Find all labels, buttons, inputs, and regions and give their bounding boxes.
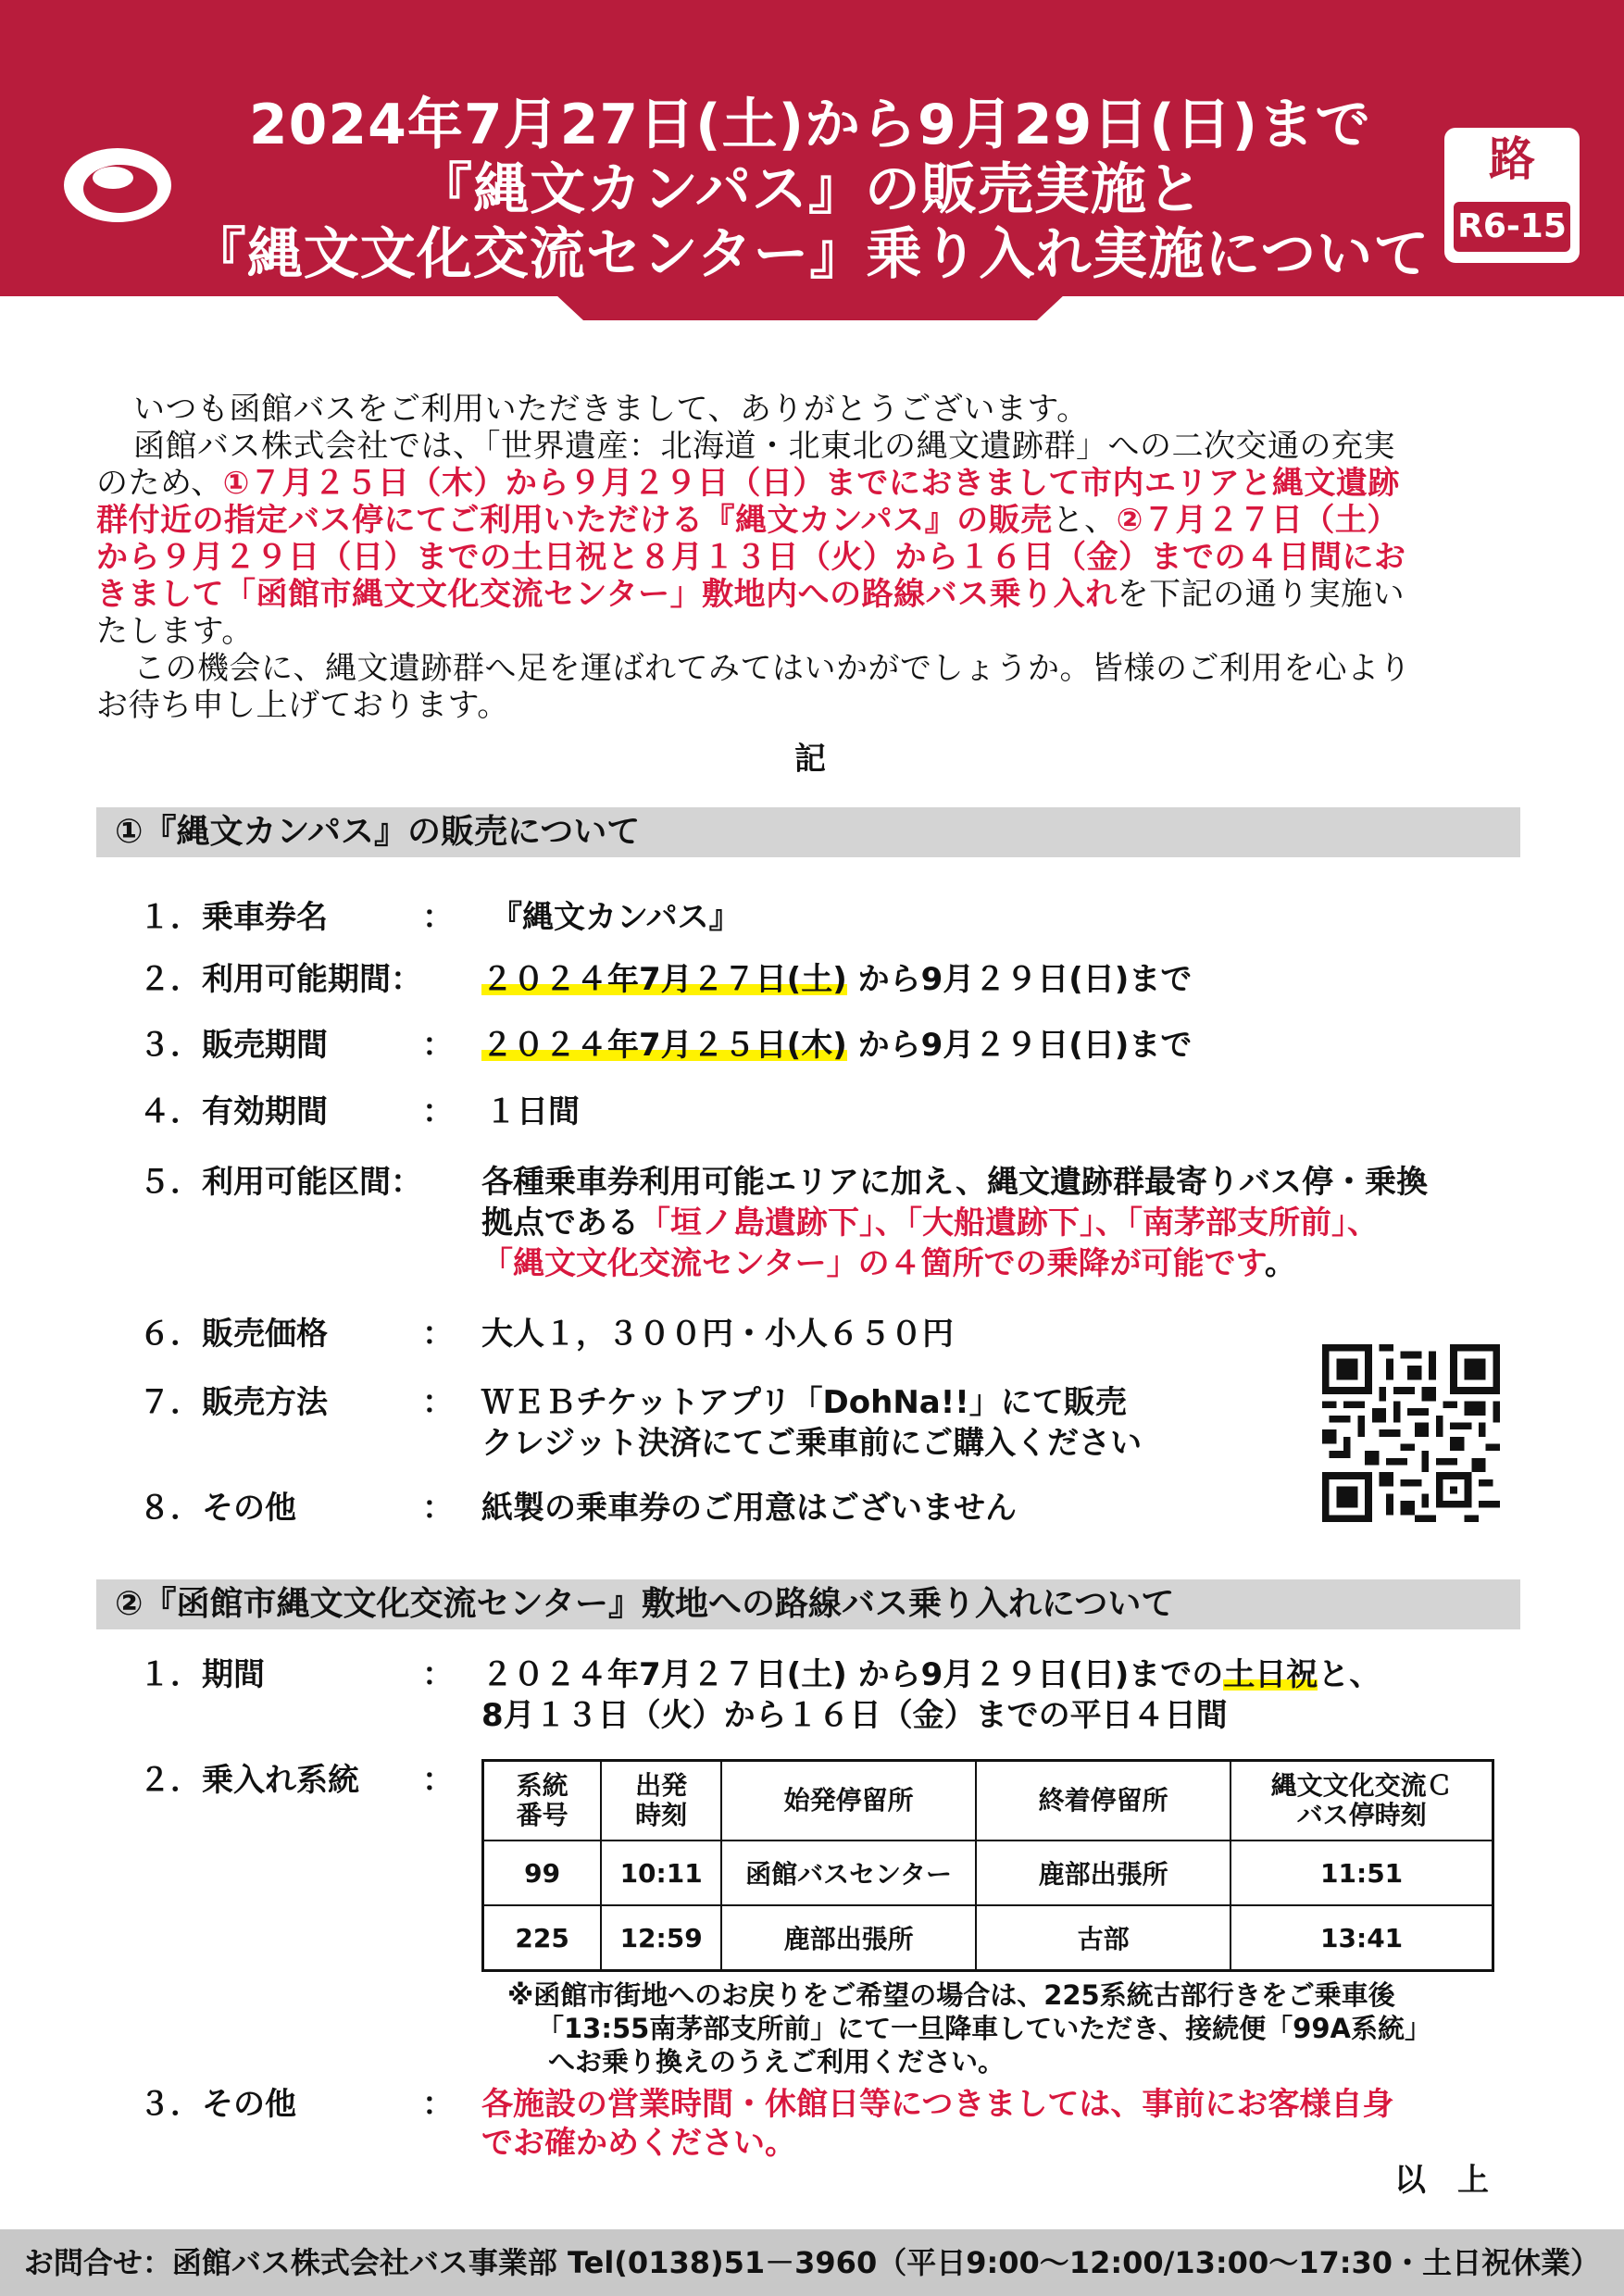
intro-line-8: この機会に、縄文遺跡群へ足を運ばれてみてはいかがでしょうか。皆様のご利用を心より <box>133 650 1411 687</box>
table-row <box>483 1905 1493 1971</box>
destination-stop: 鹿部出張所 <box>976 1841 1230 1905</box>
s1-item5-label: ５．利用可能区間： <box>139 1164 422 1201</box>
intro-line-4: 群付近の指定バス停にてご利用いただける『縄文カンパス』の販売と、②７月２７日（土） <box>96 502 1399 539</box>
route-number: 225 <box>483 1905 602 1971</box>
banner-notch <box>0 294 1624 322</box>
s1-item2-value: ２０２４年7月２７日(土) から9月２９日(日)まで <box>481 961 1193 998</box>
routes-table <box>481 1759 1494 1972</box>
intro-line-5: から９月２９日（日）までの土日祝と８月１３日（火）から１６日（金）までの４日間にお <box>96 539 1406 576</box>
s1-item6-label: ６．販売価格 <box>139 1316 328 1353</box>
s1-item3-colon: ： <box>422 1027 454 1064</box>
table-header-row <box>483 1761 1493 1841</box>
intro-line-7: たします。 <box>96 613 254 650</box>
s1-item2-label: ２．利用可能期間： <box>139 961 422 998</box>
col-header-route-number: 系統 番号 <box>483 1761 602 1841</box>
s2-other-line2: でお確かめください。 <box>481 2125 796 2162</box>
s1-item1-value: 『縄文カンパス』 <box>491 899 741 936</box>
s1-item7-value-line1: ＷＥＢチケットアプリ「DohNa!!」にて販売 <box>481 1384 1127 1421</box>
s1-item8-value: 紙製の乗車券のご用意はございません <box>481 1490 1017 1527</box>
s1-item5-value-line3: 「縄文文化交流センター」の４箇所での乗降が可能です。 <box>481 1245 1296 1282</box>
col-header-center-stop-time: 縄文文化交流Ｃ バス停時刻 <box>1230 1761 1493 1841</box>
transfer-note-line2: 「13:55南茅部支所前」にて一旦降車していただき、接続便「99A系統」 <box>537 2013 1431 2044</box>
intro-line-2: 函館バス株式会社では、「世界遺産：北海道・北東北の縄文遺跡群」への二次交通の充実 <box>133 428 1395 465</box>
s2-other-label: ３．その他 <box>139 2086 296 2123</box>
s2-routes-label: ２．乗入れ系統 <box>139 1762 359 1799</box>
s1-item7-value-line2: クレジット決済にてご乗車前にご購入ください <box>481 1425 1143 1462</box>
s1-item6-value: 大人１，３００円・小人６５０円 <box>481 1316 954 1353</box>
s1-item8-colon: ： <box>422 1490 454 1527</box>
ki-mark: 記 <box>794 741 827 778</box>
s2-period-line2: 8月１３日（火）から１６日（金）までの平日４日間 <box>481 1697 1228 1734</box>
section1-heading: ①『縄文カンパス』の販売について <box>96 807 1520 857</box>
s2-period-highlight: 土日祝 <box>1223 1656 1318 1693</box>
s1-item7-label: ７．販売方法 <box>139 1384 328 1421</box>
intro-line-9: お待ち申し上げております。 <box>96 687 509 724</box>
transfer-note-line1: ※函館市街地へのお戻りをご希望の場合は、225系統古部行きをご乗車後 <box>507 1979 1395 2011</box>
page-title-line-1: 2024年7月27日(土)から9月29日(日)まで <box>248 93 1372 157</box>
col-header-destination-stop: 終着停留所 <box>976 1761 1230 1841</box>
page-title-line-2: 『縄文カンパス』の販売実施と <box>417 157 1204 222</box>
intro-line-1: いつも函館バスをご利用いただきまして、ありがとうございます。 <box>133 391 1089 428</box>
col-header-departure-time: 出発 時刻 <box>601 1761 721 1841</box>
s2-period-label: １．期間 <box>139 1656 265 1693</box>
contact-footer: お問合せ：函館バス株式会社バス事業部 Tel(0138)51－3960（平日9:00～12:00/13:00～17:30・土日祝休業） <box>0 2229 1624 2296</box>
departure-time: 10:11 <box>601 1841 721 1905</box>
s1-item5-value-line2: 拠点である「垣ノ島遺跡下」、「大船遺跡下」、「南茅部支所前」、 <box>481 1204 1379 1242</box>
company-logo <box>48 130 187 241</box>
origin-stop: 函館バスセンター <box>721 1841 976 1905</box>
intro-line-3: のため、①７月２５日（木）から９月２９日（日）までにおきまして市内エリアと縄文遺跡 <box>96 465 1400 502</box>
s2-other-line1: 各施設の営業時間・休館日等につきましては、事前にお客様自身 <box>481 2086 1394 2123</box>
center-stop-time: 13:41 <box>1230 1905 1493 1971</box>
qr-code[interactable] <box>1322 1344 1500 1522</box>
s1-item4-colon: ： <box>422 1093 454 1130</box>
destination-stop: 古部 <box>976 1905 1230 1971</box>
origin-stop: 鹿部出張所 <box>721 1905 976 1971</box>
table-row <box>483 1841 1493 1905</box>
s1-item1-colon: ： <box>422 899 454 936</box>
route-number: 99 <box>483 1841 602 1905</box>
s1-item3-highlight: ２０２４年7月２５日(木) <box>481 1027 847 1064</box>
s2-routes-colon: ： <box>422 1762 454 1799</box>
intro-line-6: きまして「函館市縄文文化交流センター」敷地内への路線バス乗り入れを下記の通り実施い <box>96 576 1405 613</box>
notice-tag-number: R6-15 <box>1454 202 1570 252</box>
s2-other-colon: ： <box>422 2086 454 2123</box>
closing-mark: 以 上 <box>1394 2162 1489 2199</box>
col-header-origin-stop: 始発停留所 <box>721 1761 976 1841</box>
s1-item4-value: １日間 <box>485 1093 580 1130</box>
s1-item6-colon: ： <box>422 1316 454 1353</box>
s1-item2-highlight: ２０２４年7月２７日(土) <box>481 961 847 998</box>
center-stop-time: 11:51 <box>1230 1841 1493 1905</box>
s1-item7-colon: ： <box>422 1384 454 1421</box>
s1-item3-value: ２０２４年7月２５日(木) から9月２９日(日)まで <box>481 1027 1193 1064</box>
departure-time: 12:59 <box>601 1905 721 1971</box>
s2-period-line1: ２０２４年7月２７日(土) から9月２９日(日)までの土日祝と、 <box>481 1656 1381 1693</box>
s2-period-colon: ： <box>422 1656 454 1693</box>
s1-item8-label: ８．その他 <box>139 1490 296 1527</box>
s1-item4-label: ４．有効期間 <box>139 1093 328 1130</box>
s1-item3-label: ３．販売期間 <box>139 1027 328 1064</box>
page-title-line-3: 『縄文文化交流センター』乗り入れ実施について <box>190 222 1430 287</box>
s1-item5-value-line1: 各種乗車券利用可能エリアに加え、縄文遺跡群最寄りバス停・乗換 <box>481 1164 1429 1201</box>
transfer-note-line3: へお乗り換えのうえご利用ください。 <box>548 2046 1006 2078</box>
section2-heading: ②『函館市縄文文化交流センター』敷地への路線バス乗り入れについて <box>96 1579 1520 1629</box>
s1-item1-label: １．乗車券名 <box>139 899 328 936</box>
notice-tag-category: 路 <box>1489 132 1535 186</box>
